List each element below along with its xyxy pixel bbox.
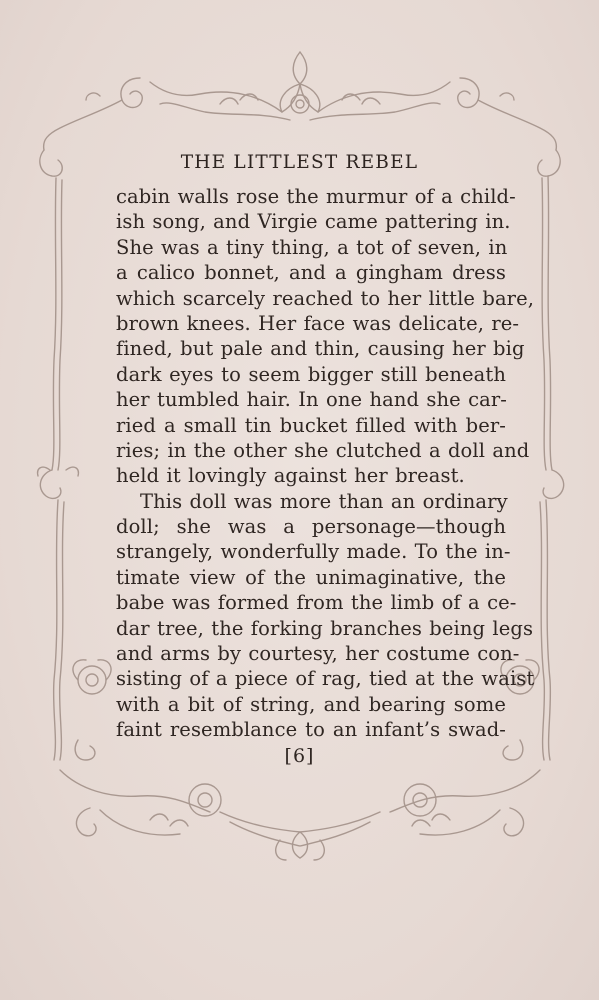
text-line: a calico bonnet, and a gingham dress: [116, 261, 506, 285]
page-number: [6]: [284, 745, 315, 767]
text-line: sisting of a piece of rag, tied at the waist: [116, 667, 535, 691]
text-line: held it lovingly against her breast.: [116, 464, 465, 488]
body-text: [116, 184, 535, 743]
text-line: ries; in the other she clutched a doll and: [116, 438, 530, 462]
text-line: cabin walls rose the murmur of a child-: [116, 185, 516, 208]
text-line: ried a small tin bucket filled with ber-: [116, 413, 506, 437]
text-line: babe was formed from the limb of a ce-: [116, 591, 517, 615]
text-line: dar tree, the forking branches being legs: [116, 616, 534, 640]
running-head: THE LITTLEST REBEL: [180, 152, 419, 173]
text-line: ish song, and Virgie came pattering in.: [116, 210, 511, 234]
text-line: strangely, wonderfully made. To the in-: [116, 540, 511, 564]
text-line: and arms by courtesy, her costume con-: [116, 642, 520, 666]
text-line: This doll was more than an ordinary: [140, 489, 508, 513]
text-line: which scarcely reached to her little bare,: [116, 286, 535, 310]
text-line: brown knees. Her face was delicate, re-: [116, 311, 520, 335]
text-line: faint resemblance to an infant’s swad-: [116, 718, 506, 742]
text-line: dark eyes to seem bigger still beneath: [116, 362, 506, 386]
text-line: timate view of the unimaginative, the: [116, 565, 506, 589]
text-line: doll; she was a personage—though: [116, 515, 506, 539]
text-line: She was a tiny thing, a tot of seven, in: [116, 235, 508, 259]
text-line: her tumbled hair. In one hand she car-: [116, 388, 507, 412]
text-line: fined, but pale and thin, causing her big: [116, 337, 525, 361]
text-line: with a bit of string, and bearing some: [116, 692, 506, 716]
